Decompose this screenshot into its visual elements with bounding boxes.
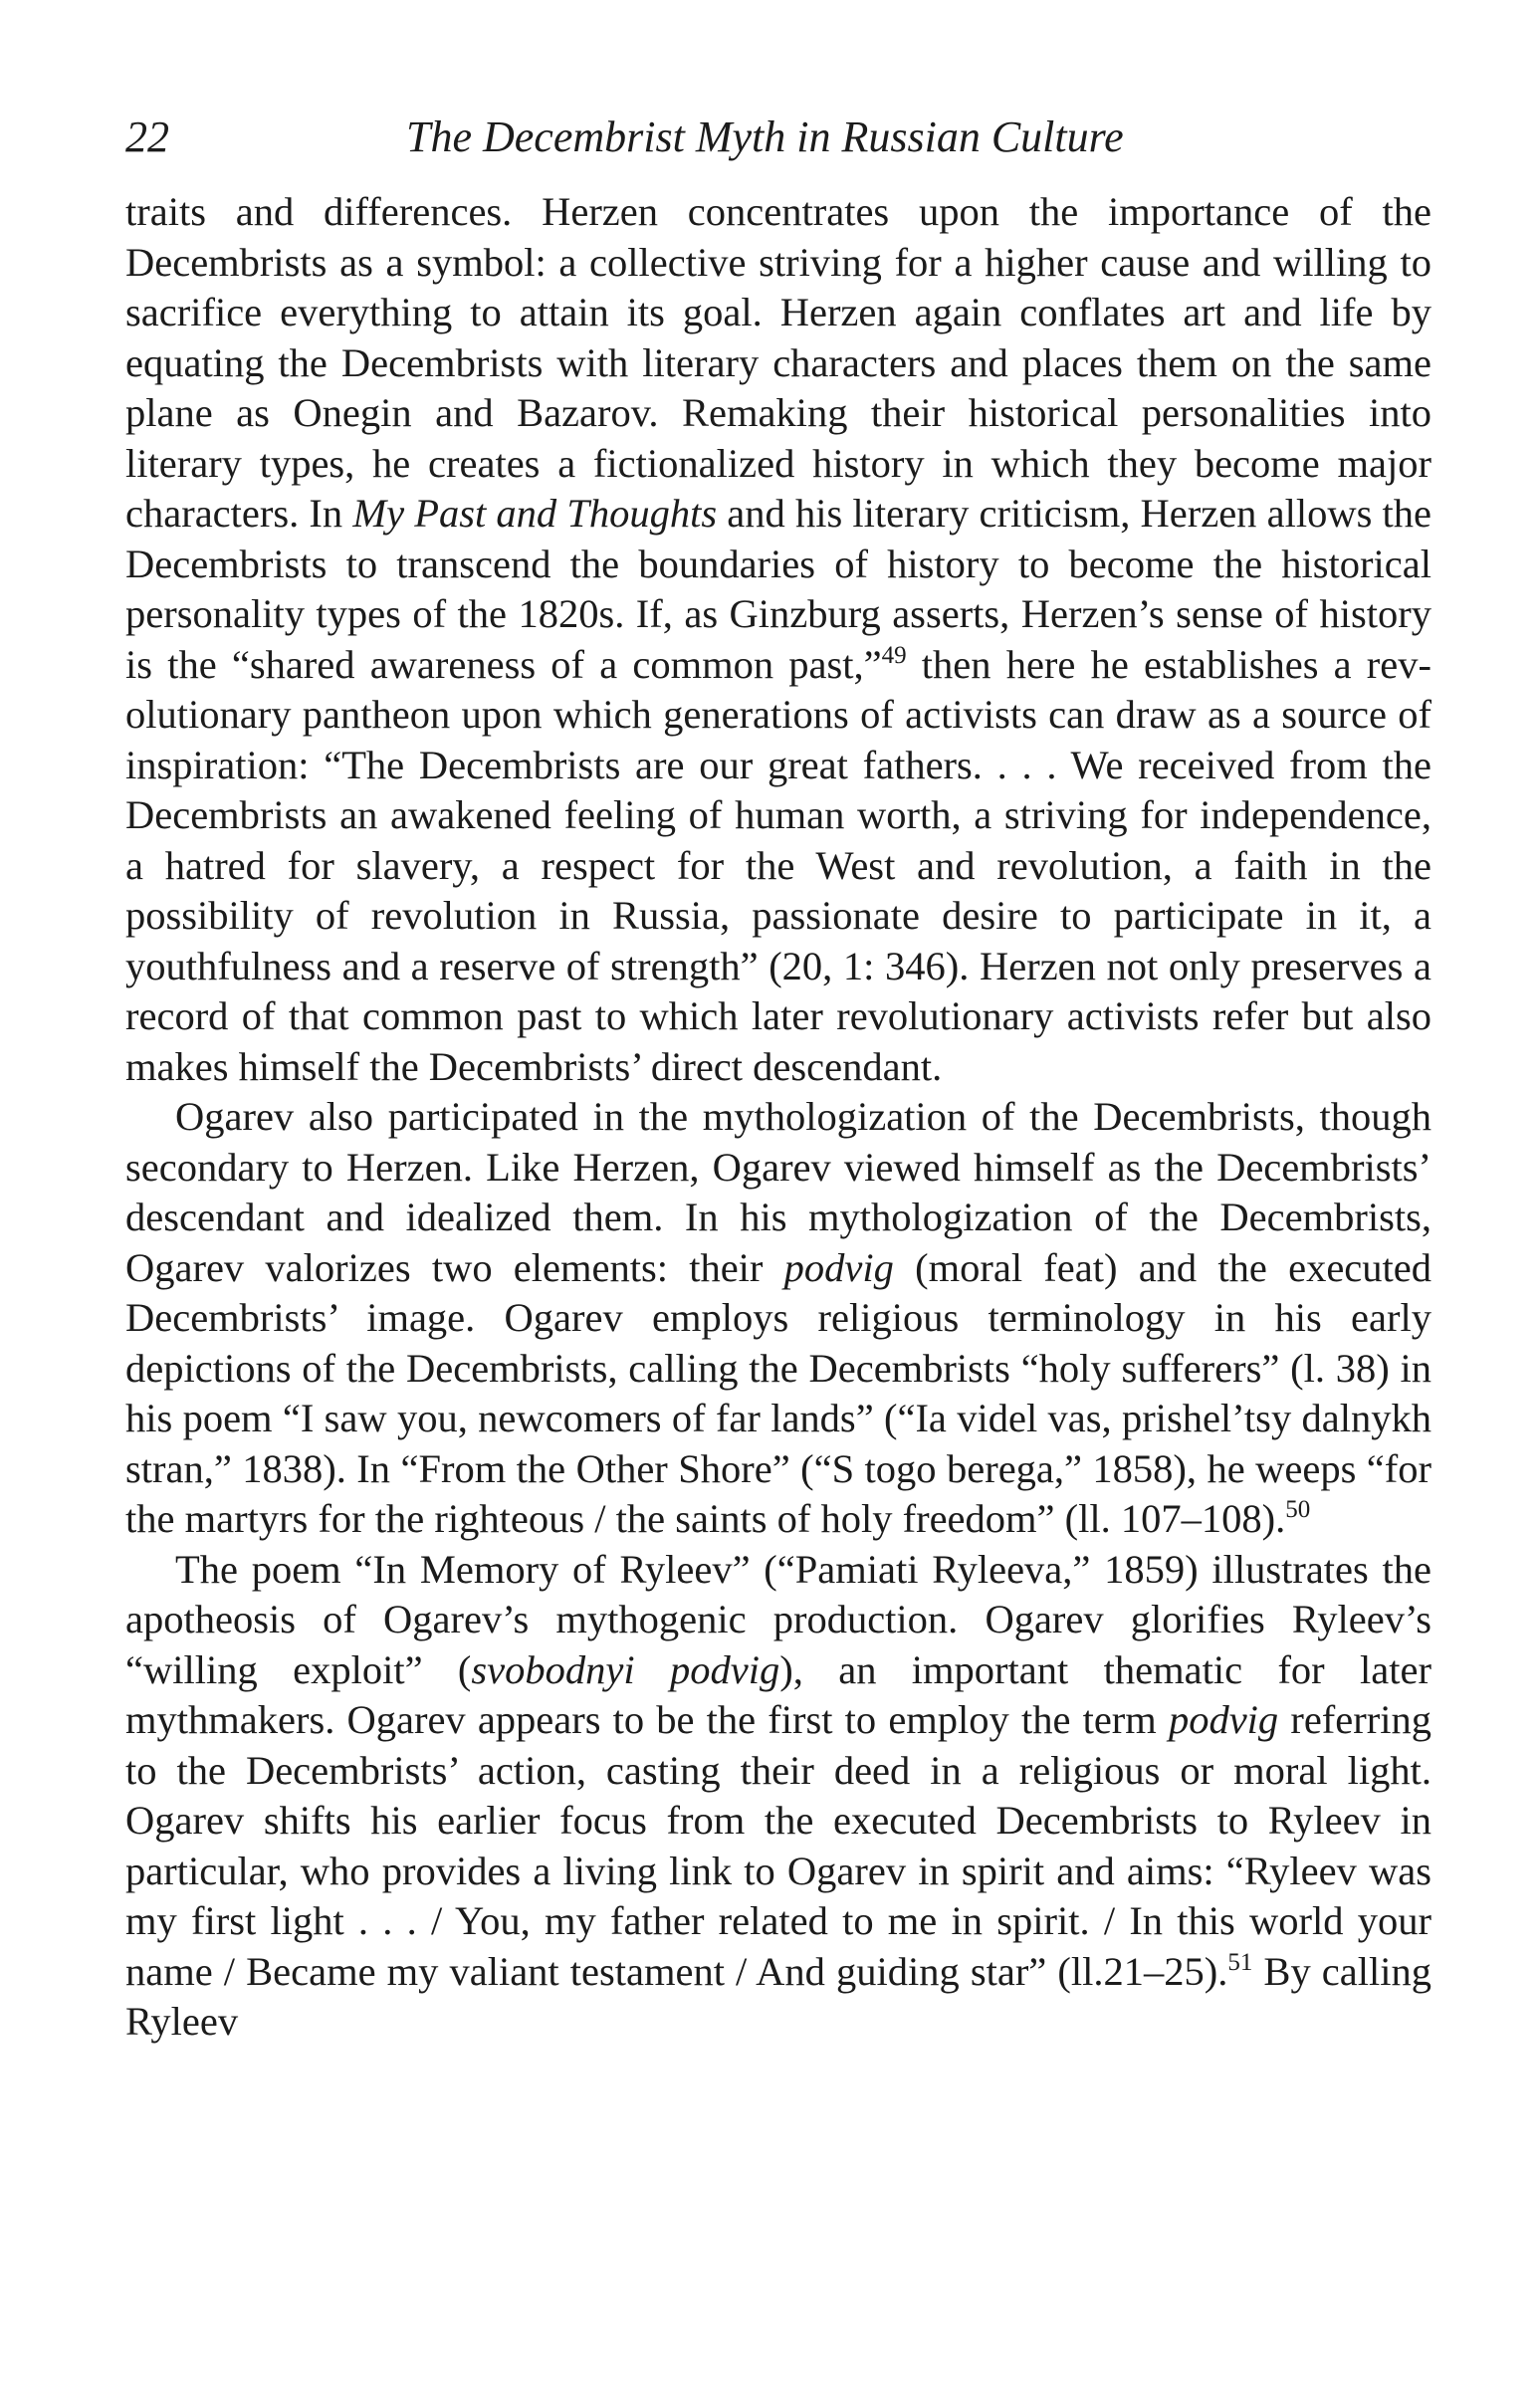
footnote-ref: 49 [881, 641, 907, 669]
running-title: The Decembrist Myth in Russian Culture [406, 112, 1124, 161]
italic-text: podvig [783, 1244, 894, 1290]
text-run: traits and differences. Herzen concentrates upon the importance of the Decembrists as a symbol: a collective striving for a higher cause and willing to sacrifice everything to attain its goal. Herzen again conflates art and life by equating the Decembrists with literary characters and places them on the same plane as Onegin and Bazarov. Remaking their historical personalities into literary types, he creates a fictionalized history in which they become major characters. In [125, 189, 1431, 536]
footnote-ref: 51 [1227, 1948, 1253, 1976]
text-run: By calling Ryleev [125, 1948, 1431, 2044]
footnote-ref: 50 [1285, 1496, 1311, 1523]
text-run: ), an important thematic for later mythmakers. Ogarev appears to be the first to employ the term [125, 1646, 1431, 1742]
text-run: then here he establishes a revolutionary pantheon upon which generations of activists can draw as a source of inspiration: “The Decembrists are our great fathers. . . . We received from the Decembrists an awakened feeling of human worth, a striving for independence, a hatred for slavery, a respect for the West and revolution, a faith in the possibility of revolution in Russia, passionate desire to participate in it, a youthfulness and a reserve of strength” (20, 1: 346). Herzen not only preserves a record of that common past to which later revolutionary activists refer but also makes himself the Decembrists’ direct descendant. [125, 641, 1431, 1089]
italic-text: My Past and Thoughts [352, 491, 718, 536]
italic-text: podvig [1168, 1697, 1279, 1742]
page-header [125, 108, 1431, 167]
book-page [125, 0, 1431, 2398]
text-run: and his literary criticism, Herzen allows the Decembrists to transcend the boundaries of history to become the historical personality types of the 1820s. If, as Ginzburg asserts, Herzen’s sense of history is the “shared awareness of a common past,” [125, 491, 1431, 687]
page-number: 22 [125, 112, 169, 161]
paragraph-3 [125, 1545, 1431, 2048]
text-run: The poem “In Memory of Ryleev” (“Pamiati Ryleeva,” 1859) illustrates the apotheosis of Ogarev’s mythogenic production. Ogarev glorifies Ryleev’s “willing exploit” ( [125, 1546, 1431, 1692]
text-run: (moral feat) and the executed Decembrists’ image. Ogarev employs religious terminology in his early depictions of the Decembrists, calling the Decembrists “holy sufferers” (l. 38) in his poem “I saw you, newcomers of far lands” (“Ia videl vas, prishel’tsy dalnykh stran,” 1838). In “From the Other Shore” (“S togo berega,” 1858), he weeps “for the martyrs for the righteous / the saints of holy freedom” (ll. 107–108). [125, 1244, 1431, 1541]
paragraph-2 [125, 1092, 1431, 1545]
text-run: referring to the Decembrists’ action, casting their deed in a religious or moral light. Ogarev shifts his earlier focus from the executed Decembrists to Ryleev in particular, who provides a living link to Ogarev in spirit and aims: “Ryleev was my first light . . . / You, my father related to me in spirit. / In this world your name / Became my valiant testament / And guiding star” (ll.21–25). [125, 1697, 1431, 1994]
body-text [125, 187, 1431, 2048]
text-run: Ogarev also participated in the mythologization of the Decembrists, though secondary to Herzen. Like Herzen, Ogarev viewed himself as the Decembrists’ descendant and idealized them. In his mythologization of the Decembrists, Ogarev valorizes two elements: their [125, 1094, 1431, 1290]
italic-text: svobodnyi podvig [471, 1646, 780, 1692]
paragraph-1 [125, 187, 1431, 1092]
